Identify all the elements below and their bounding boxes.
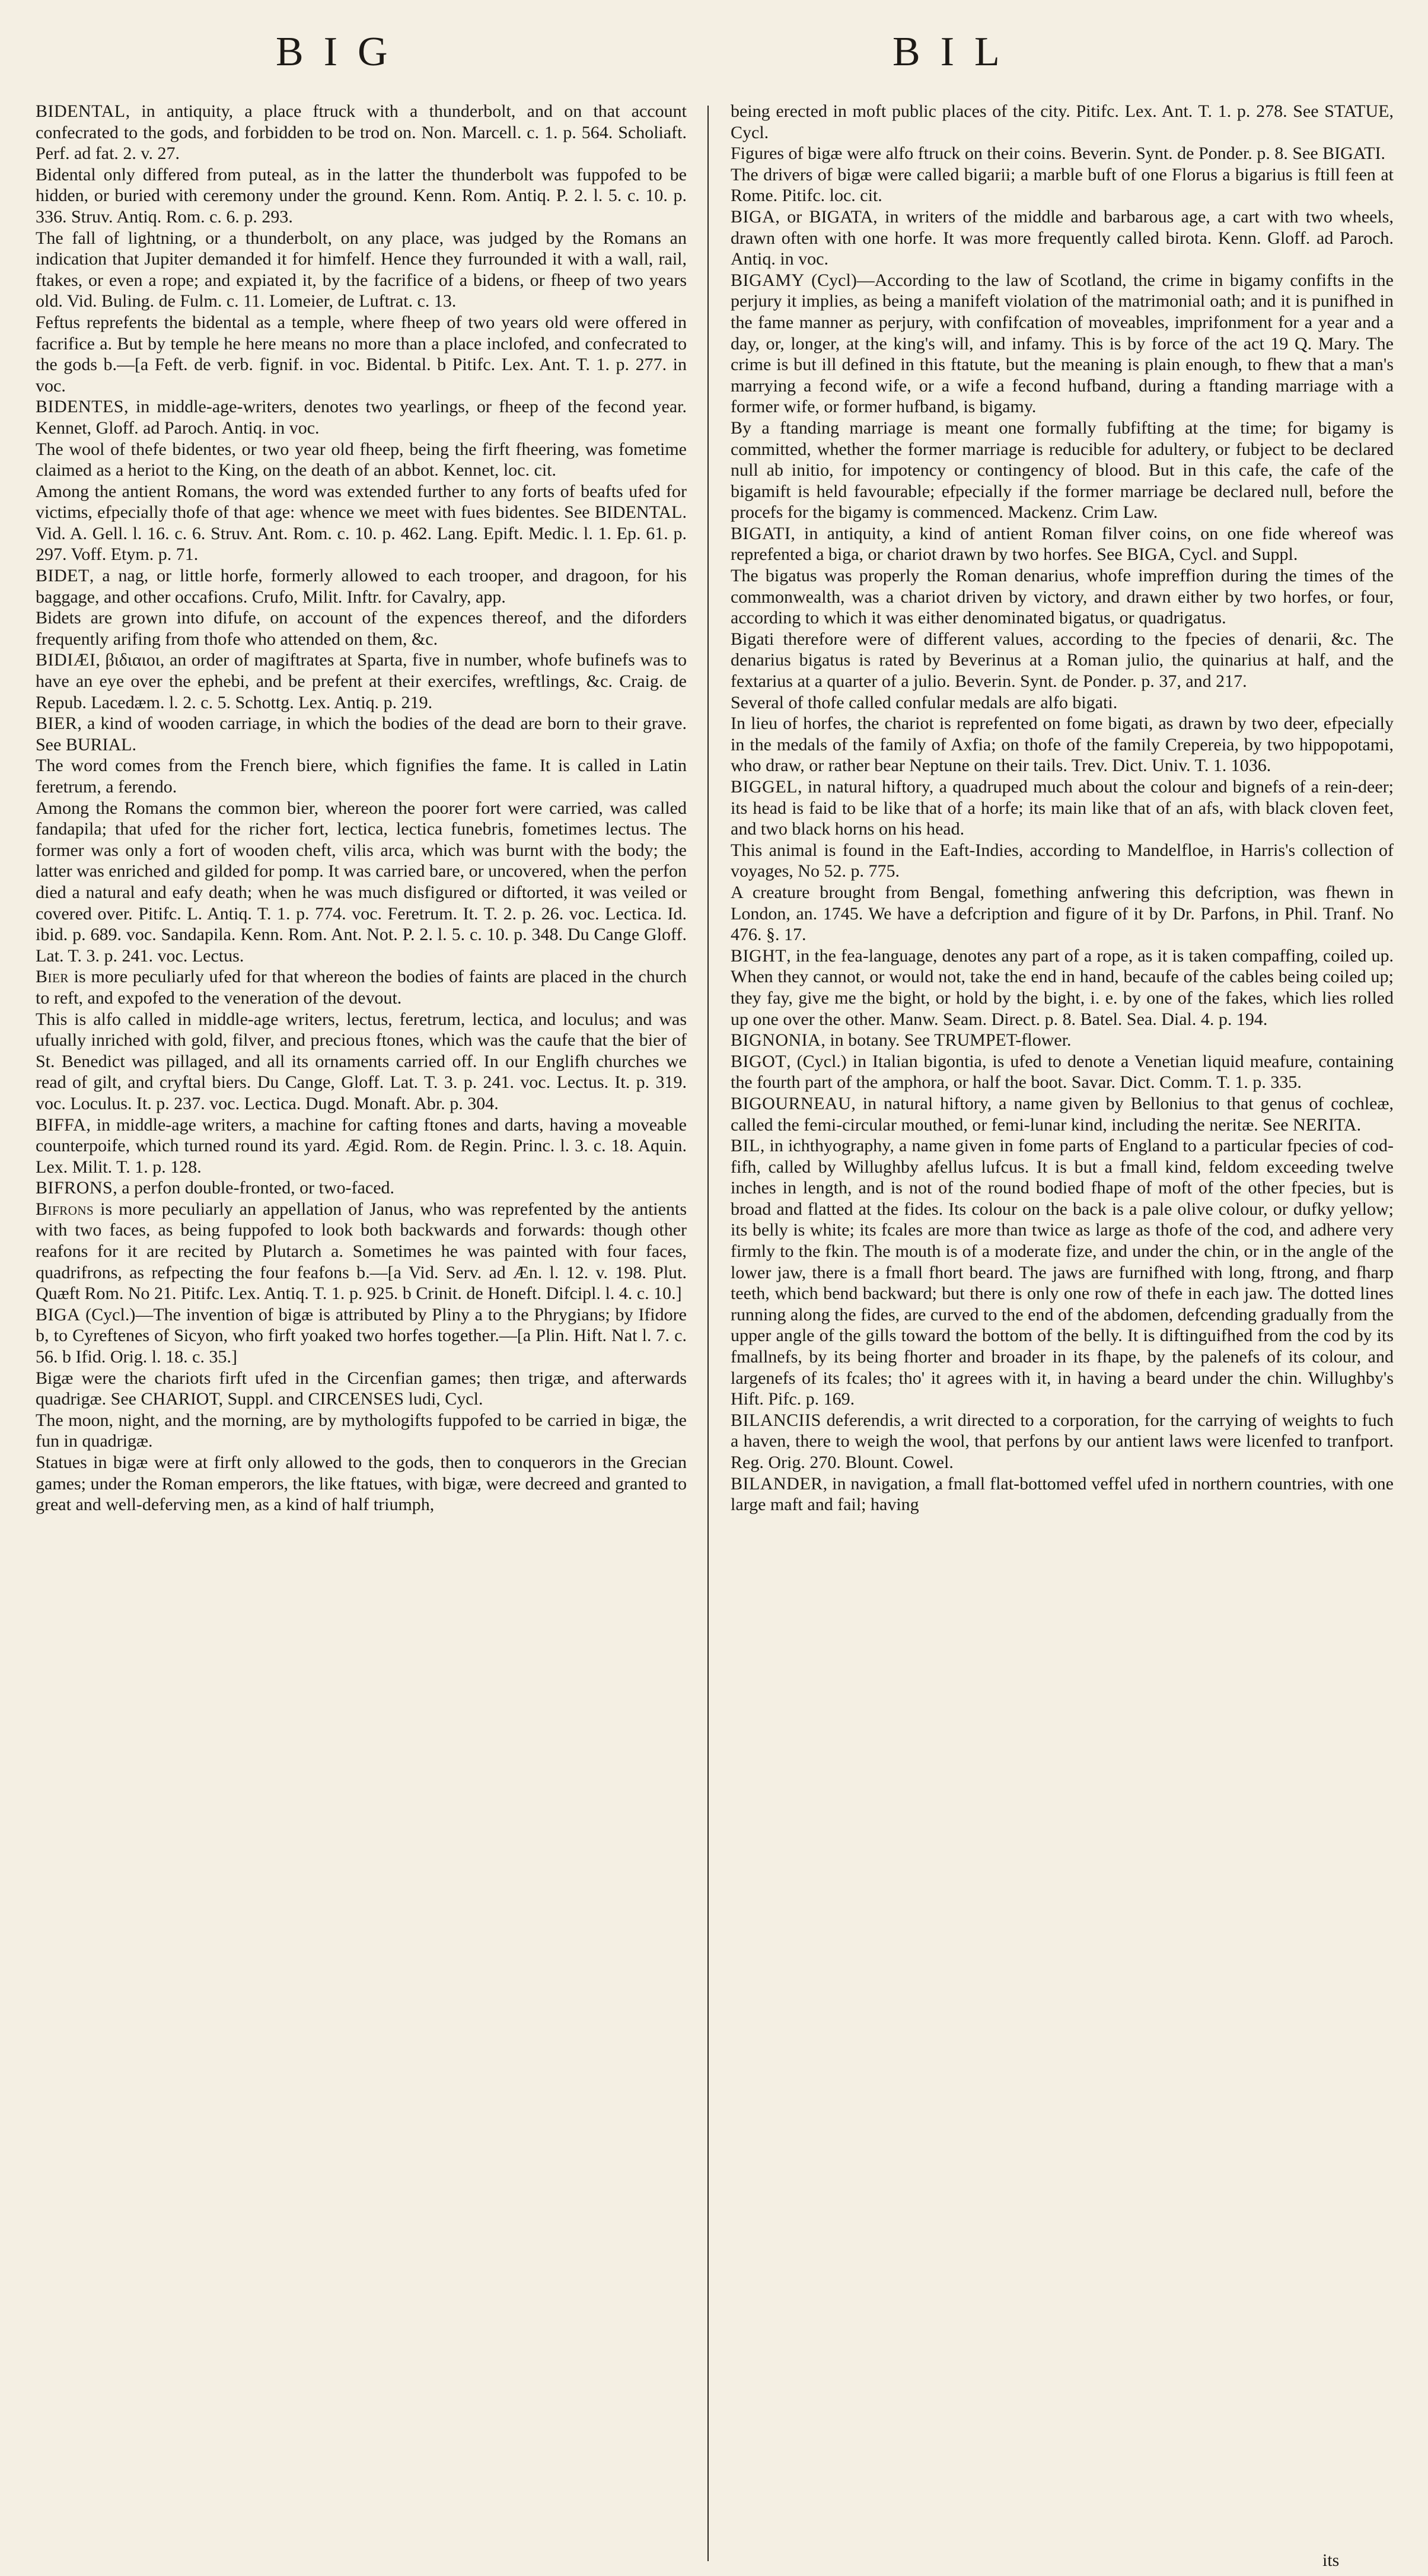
entry-text: In lieu of horfes, the chariot is reprefented on fome bigati, as drawn by two deer, efpecially in the medals of the family of Axfia; on thofe of the family Crepereia, by two hippopotami, who draw, or rather bear Neptune on their tails. Trev. Dict. Univ. T. 1. 1036.: [731, 714, 1394, 776]
entry-text: , in ichthyography, a name given in fome parts of England to a particular fpecies of cod-fifh, called by Willughby afellus lufcus. It is but a fmall kind, feldom exceeding twelve inches in length, and is not of the round bodied fhape of moft of the other fpecies, but is broad and flatted at the fides. Its colour on the back is a pale olive colour, or dufky yellow; its belly is white; its fcales are more than twice as large as thofe of the cod, and adhere very firmly to the fkin. The mouth is of a moderate fize, and under the chin, or in the angle of the lower jaw, there is a fmall fhort beard. The jaws are furnifhed with long, ftrong, and fharp teeth, which bend backward; but there is only one row of thefe in each jaw. The dotted lines running along the fides, are curved to the end of the abdomen, defcending gradually from the upper angle of the gills toward the bottom of the belly. It is diftinguifhed from the cod by its fmallnefs, by its being fhorter and broader in its fhape, by the palenefs of its colour, and largenefs of its fcales; tho' it agrees with it, in having a beard under the chin. Willughby's Hift. Pifc. p. 169.: [731, 1136, 1394, 1409]
dictionary-entry: [36, 101, 687, 164]
entry-paragraph: [36, 1410, 687, 1452]
entry-paragraph: [36, 1452, 687, 1515]
entry-headword: Bier: [36, 967, 69, 987]
entry-text: The bigatus was properly the Roman denarius, whofe impreffion during the times of the commonwealth, was a chariot driven by victory, and drawn either by two horfes, or four, according to which it was either denominated bigatus, or quadrigatus.: [731, 566, 1394, 628]
dictionary-entry: [36, 565, 687, 607]
entry-paragraph: [731, 629, 1394, 692]
dictionary-entry: [36, 396, 687, 438]
entry-paragraph: [731, 143, 1394, 164]
entry-paragraph: [731, 164, 1394, 206]
entry-headword: Bifrons: [36, 1199, 94, 1219]
entry-text: Among the Romans the common bier, whereon the poorer fort were carried, was called fandapila; that ufed for the richer fort, lectica, lectica funebris, fometimes lectus. The former was only a fort of wooden cheft, vilis arca, which was burnt with the body; the latter was enriched and gilded for pomp. It was carried bare, or uncovered, when the perfon died a natural and eafy death; when he was much disfigured or diftorted, it was veiled or covered over. Pitifc. L. Antiq. T. 1. p. 774. voc. Feretrum. It. T. 2. p. 26. voc. Lectica. Id. ibid. p. 689. voc. Sandapila. Kenn. Rom. Ant. Not. P. 2. l. 5. c. 10. p. 348. Du Cange Gloff. Lat. T. 3. p. 241. voc. Lectus.: [36, 798, 687, 966]
entry-text: The word comes from the French biere, which fignifies the fame. It is called in Latin feretrum, a ferendo.: [36, 756, 687, 797]
dictionary-entry: [36, 1177, 687, 1199]
entry-headword: BIGGEL: [731, 777, 798, 797]
entry-headword: BIGA: [36, 1304, 81, 1324]
dictionary-entry: [731, 1093, 1394, 1135]
entry-text: , in the fea-language, denotes any part of a rope, as it is taken compaffing, coiled up. When they cannot, or would not, take the end in hand, becaufe of the cables being coiled up; they fay, give me the bight, or hold by the bight, i. e. by one of the fakes, which lies rolled up one over the other. Manw. Seam. Direct. p. 8. Batel. Sea. Dial. 4. p. 194.: [731, 945, 1394, 1029]
dictionary-entry: [731, 270, 1394, 418]
entry-paragraph: [731, 418, 1394, 523]
entry-text: , or BIGATA, in writers of the middle and barbarous age, a cart with two wheels, drawn often with one horfe. It was more frequently called birota. Kenn. Gloff. ad Paroch. Antiq. in voc.: [731, 206, 1394, 269]
entry-headword: BIDIÆI: [36, 650, 96, 670]
entry-text: The fall of lightning, or a thunderbolt, on any place, was judged by the Romans an indication that Jupiter demanded it for himfelf. Hence they furrounded it with a wall, rail, ftakes, or even a rope; and expiated it, by the facrifice of a bidens, or fheep of two years old. Vid. Buling. de Fulm. c. 11. Lomeier, de Luftrat. c. 13.: [36, 228, 687, 311]
dictionary-entry: [731, 776, 1394, 840]
entry-text: Figures of bigæ were alfo ftruck on their coins. Beverin. Synt. de Ponder. p. 8. See BIGATI.: [731, 144, 1385, 164]
dictionary-entry: [36, 649, 687, 713]
running-head-left: BIG: [276, 29, 408, 75]
entry-text: By a ftanding marriage is meant one formally fubfifting at the time; for bigamy is committed, whether the former marriage is reducible for adultery, or fubject to be declared null ab initio, for impotency or contingency of blood. But in this cafe, the cafe of the bigamift is held favourable; efpecially if the former marriage be declared null, before the procefs for the bigamy is commenced. Mackenz. Crim Law.: [731, 418, 1394, 523]
entry-text: , in natural hiftory, a name given by Bellonius to that genus of cochleæ, called the femi-circular mouthed, or femi-lunar kind, including the neritæ. See NERITA.: [731, 1093, 1394, 1135]
entry-text: deferendis, a writ directed to a corporation, for the carrying of weights to fuch a haven, there to weigh the wool, that perfons by our antient laws were licenfed to tranfport. Reg. Orig. 270. Blount. Cowel.: [731, 1410, 1394, 1472]
entry-headword: BIFFA: [36, 1115, 87, 1135]
entry-paragraph: [731, 101, 1394, 143]
entry-headword: BIGATI: [731, 523, 791, 543]
entry-text: , (Cycl.) in Italian bigontia, is ufed to denote a Venetian liquid meafure, containing the fourth part of the amphora, or half the boot. Savar. Dict. Comm. T. 1. p. 335.: [731, 1051, 1394, 1093]
entry-text: is more peculiarly ufed for that whereon the bodies of faints are placed in the church to reft, and expofed to the veneration of the devout.: [36, 967, 687, 1008]
entry-text: (Cycl.)—The invention of bigæ is attributed by Pliny a to the Phrygians; by Ifidore b, to Cyreftenes of Sicyon, who firft yoaked two horfes together.—[a Plin. Hift. Nat l. 7. c. 56. b Ifid. Orig. l. 18. c. 35.]: [36, 1304, 687, 1367]
entry-text: A creature brought from Bengal, fomething anfwering this defcription, was fhewn in London, an. 1745. We have a defcription and figure of it by Dr. Parfons, in Phil. Tranf. No 476. §. 17.: [731, 882, 1394, 945]
entry-text: Among the antient Romans, the word was extended further to any forts of beafts ufed for victims, efpecially thofe of that age: whence we meet with fues bidentes. See BIDENTAL. Vid. A. Gell. l. 16. c. 6. Struv. Ant. Rom. c. 10. p. 462. Lang. Epift. Medic. l. 1. Ep. 61. p. 297. Voff. Etym. p. 71.: [36, 481, 687, 565]
dictionary-entry: [731, 945, 1394, 1030]
dictionary-entry: [36, 966, 687, 1008]
dictionary-entry: [731, 206, 1394, 270]
entry-text: Statues in bigæ were at firft only allowed to the gods, then to conquerors in the Grecian games; under the Roman emperors, the like ftatues, with bigæ, were decreed and granted to great and well-deferving men, as a kind of half triumph,: [36, 1453, 687, 1515]
entry-text: , in botany. See TRUMPET-flower.: [821, 1030, 1072, 1050]
entry-text: , in middle-age writers, a machine for cafting ftones and darts, having a moveable counterpoife, which turned round its yard. Ægid. Rom. de Regin. Princ. l. 3. c. 18. Aquin. Lex. Milit. T. 1. p. 128.: [36, 1115, 687, 1177]
entry-headword: BIGOT: [731, 1051, 787, 1071]
entry-paragraph: [731, 882, 1394, 945]
running-head-right: BIL: [893, 29, 1020, 75]
entry-paragraph: [731, 713, 1394, 776]
entry-text: Bigati therefore were of different values, according to the fpecies of denarii, &c. The denarius bigatus is rated by Beverinus at a Roman julio, the quinarius at half, and the fextarius at a quarter of a julio. Beverin. Synt. de Ponder. p. 37, and 217.: [731, 629, 1394, 692]
entry-text: Bidental only differed from puteal, as in the latter the thunderbolt was fuppofed to be hidden, or buried with ceremony under the ground. Kenn. Rom. Antiq. P. 2. l. 5. c. 10. p. 336. Struv. Antiq. Rom. c. 6. p. 293.: [36, 164, 687, 227]
entry-headword: BIDENTAL: [36, 101, 126, 121]
dictionary-entry: [36, 1115, 687, 1178]
entry-paragraph: [36, 228, 687, 312]
right-column: [731, 101, 1394, 2545]
entry-headword: BIGOURNEAU: [731, 1093, 852, 1113]
entry-paragraph: [36, 164, 687, 228]
entry-text: The moon, night, and the morning, are by mythologifts fuppofed to be carried in bigæ, the fun in quadrigæ.: [36, 1410, 687, 1451]
entry-headword: BIER: [36, 714, 78, 734]
entry-text: , in antiquity, a kind of antient Roman filver coins, on one fide whereof was reprefented a biga, or chariot drawn by two horfes. See BIGA, Cycl. and Suppl.: [731, 523, 1394, 565]
dictionary-entry: [36, 1304, 687, 1368]
entry-text: Several of thofe called confular medals are alfo bigati.: [731, 692, 1118, 712]
left-column: [36, 101, 687, 2545]
entry-paragraph: [36, 798, 687, 967]
entry-paragraph: [36, 481, 687, 565]
entry-text: Feftus reprefents the bidental as a temple, where fheep of two years old were offered in facrifice a. But by temple he here means no more than a place inclofed, and confecrated to the gods b.—[a Feft. de verb. fignif. in voc. Bidental. b Pitifc. Lex. Ant. T. 1. p. 277. in voc.: [36, 312, 687, 396]
entry-paragraph: [731, 692, 1394, 714]
entry-text: (Cycl)—According to the law of Scotland, the crime in bigamy confifts in the perjury it implies, as being a manifeft violation of the matrimonial oath; and it is punifhed in the fame manner as perjury, with confifcation of moveables, imprifonment for a year and a day, or, longer, at the king's will, and infamy. This is by force of the act 19 Q. Mary. The crime is but ill defined in this ftatute, but the meaning is plain enough, to fhew that a man's marrying a fecond wife, or a wife a fecond hufband, during a ftanding marriage with a former wife, or former hufband, is bigamy.: [731, 270, 1394, 417]
entry-paragraph: [731, 840, 1394, 882]
entry-text: , in navigation, a fmall flat-bottomed veffel ufed in northern countries, with one large maft and fail; having: [731, 1473, 1394, 1515]
dictionary-entry: [731, 523, 1394, 565]
entry-paragraph: [36, 755, 687, 797]
dictionary-entry: [731, 1473, 1394, 1515]
entry-text: The drivers of bigæ were called bigarii; a marble buft of one Florus a bigarius is ftill feen at Rome. Pitifc. loc. cit.: [731, 164, 1394, 206]
entry-text: , a nag, or little horfe, formerly allowed to each trooper, and dragoon, for his baggage, and other occafions. Crufo, Milit. Inftr. for Cavalry, app.: [36, 566, 687, 607]
entry-text: , in middle-age-writers, denotes two yearlings, or fheep of the fecond year. Kennet, Gloff. ad Paroch. Antiq. in voc.: [36, 397, 687, 438]
entry-paragraph: [36, 607, 687, 649]
entry-paragraph: [731, 565, 1394, 629]
entry-text: , a kind of wooden carriage, in which the bodies of the dead are born to their grave. See BURIAL.: [36, 714, 687, 754]
dictionary-entry: [36, 713, 687, 755]
entry-text: , in antiquity, a place ftruck with a thunderbolt, and on that account confecrated to the gods, and forbidden to be trod on. Non. Marcell. c. 1. p. 564. Scholiaft. Perf. ad fat. 2. v. 27.: [36, 101, 687, 164]
entry-headword: BILANCIIS: [731, 1410, 821, 1430]
column-divider: [707, 106, 709, 2561]
dictionary-entry: [731, 1051, 1394, 1093]
dictionary-entry: [731, 1410, 1394, 1473]
dictionary-entry: [731, 1135, 1394, 1410]
entry-headword: BIGNONIA: [731, 1030, 821, 1050]
entry-text: This animal is found in the Eaft-Indies, according to Mandelfloe, in Harris's collection of voyages, No 52. p. 775.: [731, 840, 1394, 881]
entry-headword: BILANDER: [731, 1473, 823, 1494]
entry-headword: BIFRONS: [36, 1178, 113, 1198]
entry-text: This is alfo called in middle-age writers, lectus, feretrum, lectica, and loculus; and was ufually inriched with gold, filver, and precious ftones, which was the caufe that the bier of St. Benedict was pillaged, and all its ornaments carried off. In our Englifh churches we read of gilt, and cryftal biers. Du Cange, Gloff. Lat. T. 3. p. 241. voc. Lectus. It. p. 319. voc. Loculus. It. p. 237. voc. Lectica. Dugd. Monaft. Abr. p. 304.: [36, 1009, 687, 1113]
running-head: [0, 28, 1428, 94]
entry-paragraph: [36, 1368, 687, 1410]
entry-text: The wool of thefe bidentes, or two year old fheep, being the firft fheering, was fometime claimed as a heriot to the King, on the death of an abbot. Kennet, loc. cit.: [36, 439, 687, 480]
entry-text: Bidets are grown into difufe, on account of the expences thereof, and the diforders frequently arifing from thofe who attended on them, &c.: [36, 608, 687, 649]
entry-text: Bigæ were the chariots firft ufed in the Circenfian games; then trigæ, and afterwards quadrigæ. See CHARIOT, Suppl. and CIRCENSES ludi, Cycl.: [36, 1368, 687, 1409]
entry-headword: BIDENTES: [36, 397, 124, 417]
entry-paragraph: [36, 312, 687, 396]
dictionary-entry: [36, 1199, 687, 1304]
catchword: its: [1322, 2550, 1340, 2570]
entry-paragraph: [36, 1009, 687, 1115]
entry-text: , βιδιαιοι, an order of magiftrates at Sparta, five in number, whofe bufinefs was to have an eye over the ephebi, and be prefent at their exercifes, wreftlings, &c. Craig. de Repub. Lacedæm. l. 2. c. 5. Schottg. Lex. Antiq. p. 219.: [36, 650, 687, 712]
dictionary-entry: [731, 1030, 1394, 1051]
entry-headword: BIGA: [731, 206, 776, 227]
entry-paragraph: [36, 439, 687, 481]
entry-text: , in natural hiftory, a quadruped much about the colour and bignefs of a rein-deer; its head is faid to be like that of a horfe; its main like that of an afs, with black cloven feet, and two black horns on his head.: [731, 777, 1394, 839]
entry-headword: BIGAMY: [731, 270, 805, 290]
entry-headword: BIL: [731, 1136, 760, 1156]
entry-text: being erected in moft public places of the city. Pitifc. Lex. Ant. T. 1. p. 278. See STATUE, Cycl.: [731, 101, 1394, 142]
entry-headword: BIGHT: [731, 945, 787, 966]
entry-text: is more peculiarly an appellation of Janus, who was reprefented by the antients with two faces, as being fuppofed to look both backwards and forwards: though other reafons for it are recited by Plutarch a. Sometimes he was painted with four faces, quadrifrons, as refpecting the four feafons b.—[a Vid. Serv. ad Æn. l. 12. v. 198. Plut. Quæft Rom. No 21. Pitifc. Lex. Antiq. T. 1. p. 925. b Crinit. de Honeft. Difcipl. l. 4. c. 10.]: [36, 1199, 687, 1304]
entry-headword: BIDET: [36, 566, 90, 586]
entry-text: , a perfon double-fronted, or two-faced.: [113, 1178, 395, 1198]
